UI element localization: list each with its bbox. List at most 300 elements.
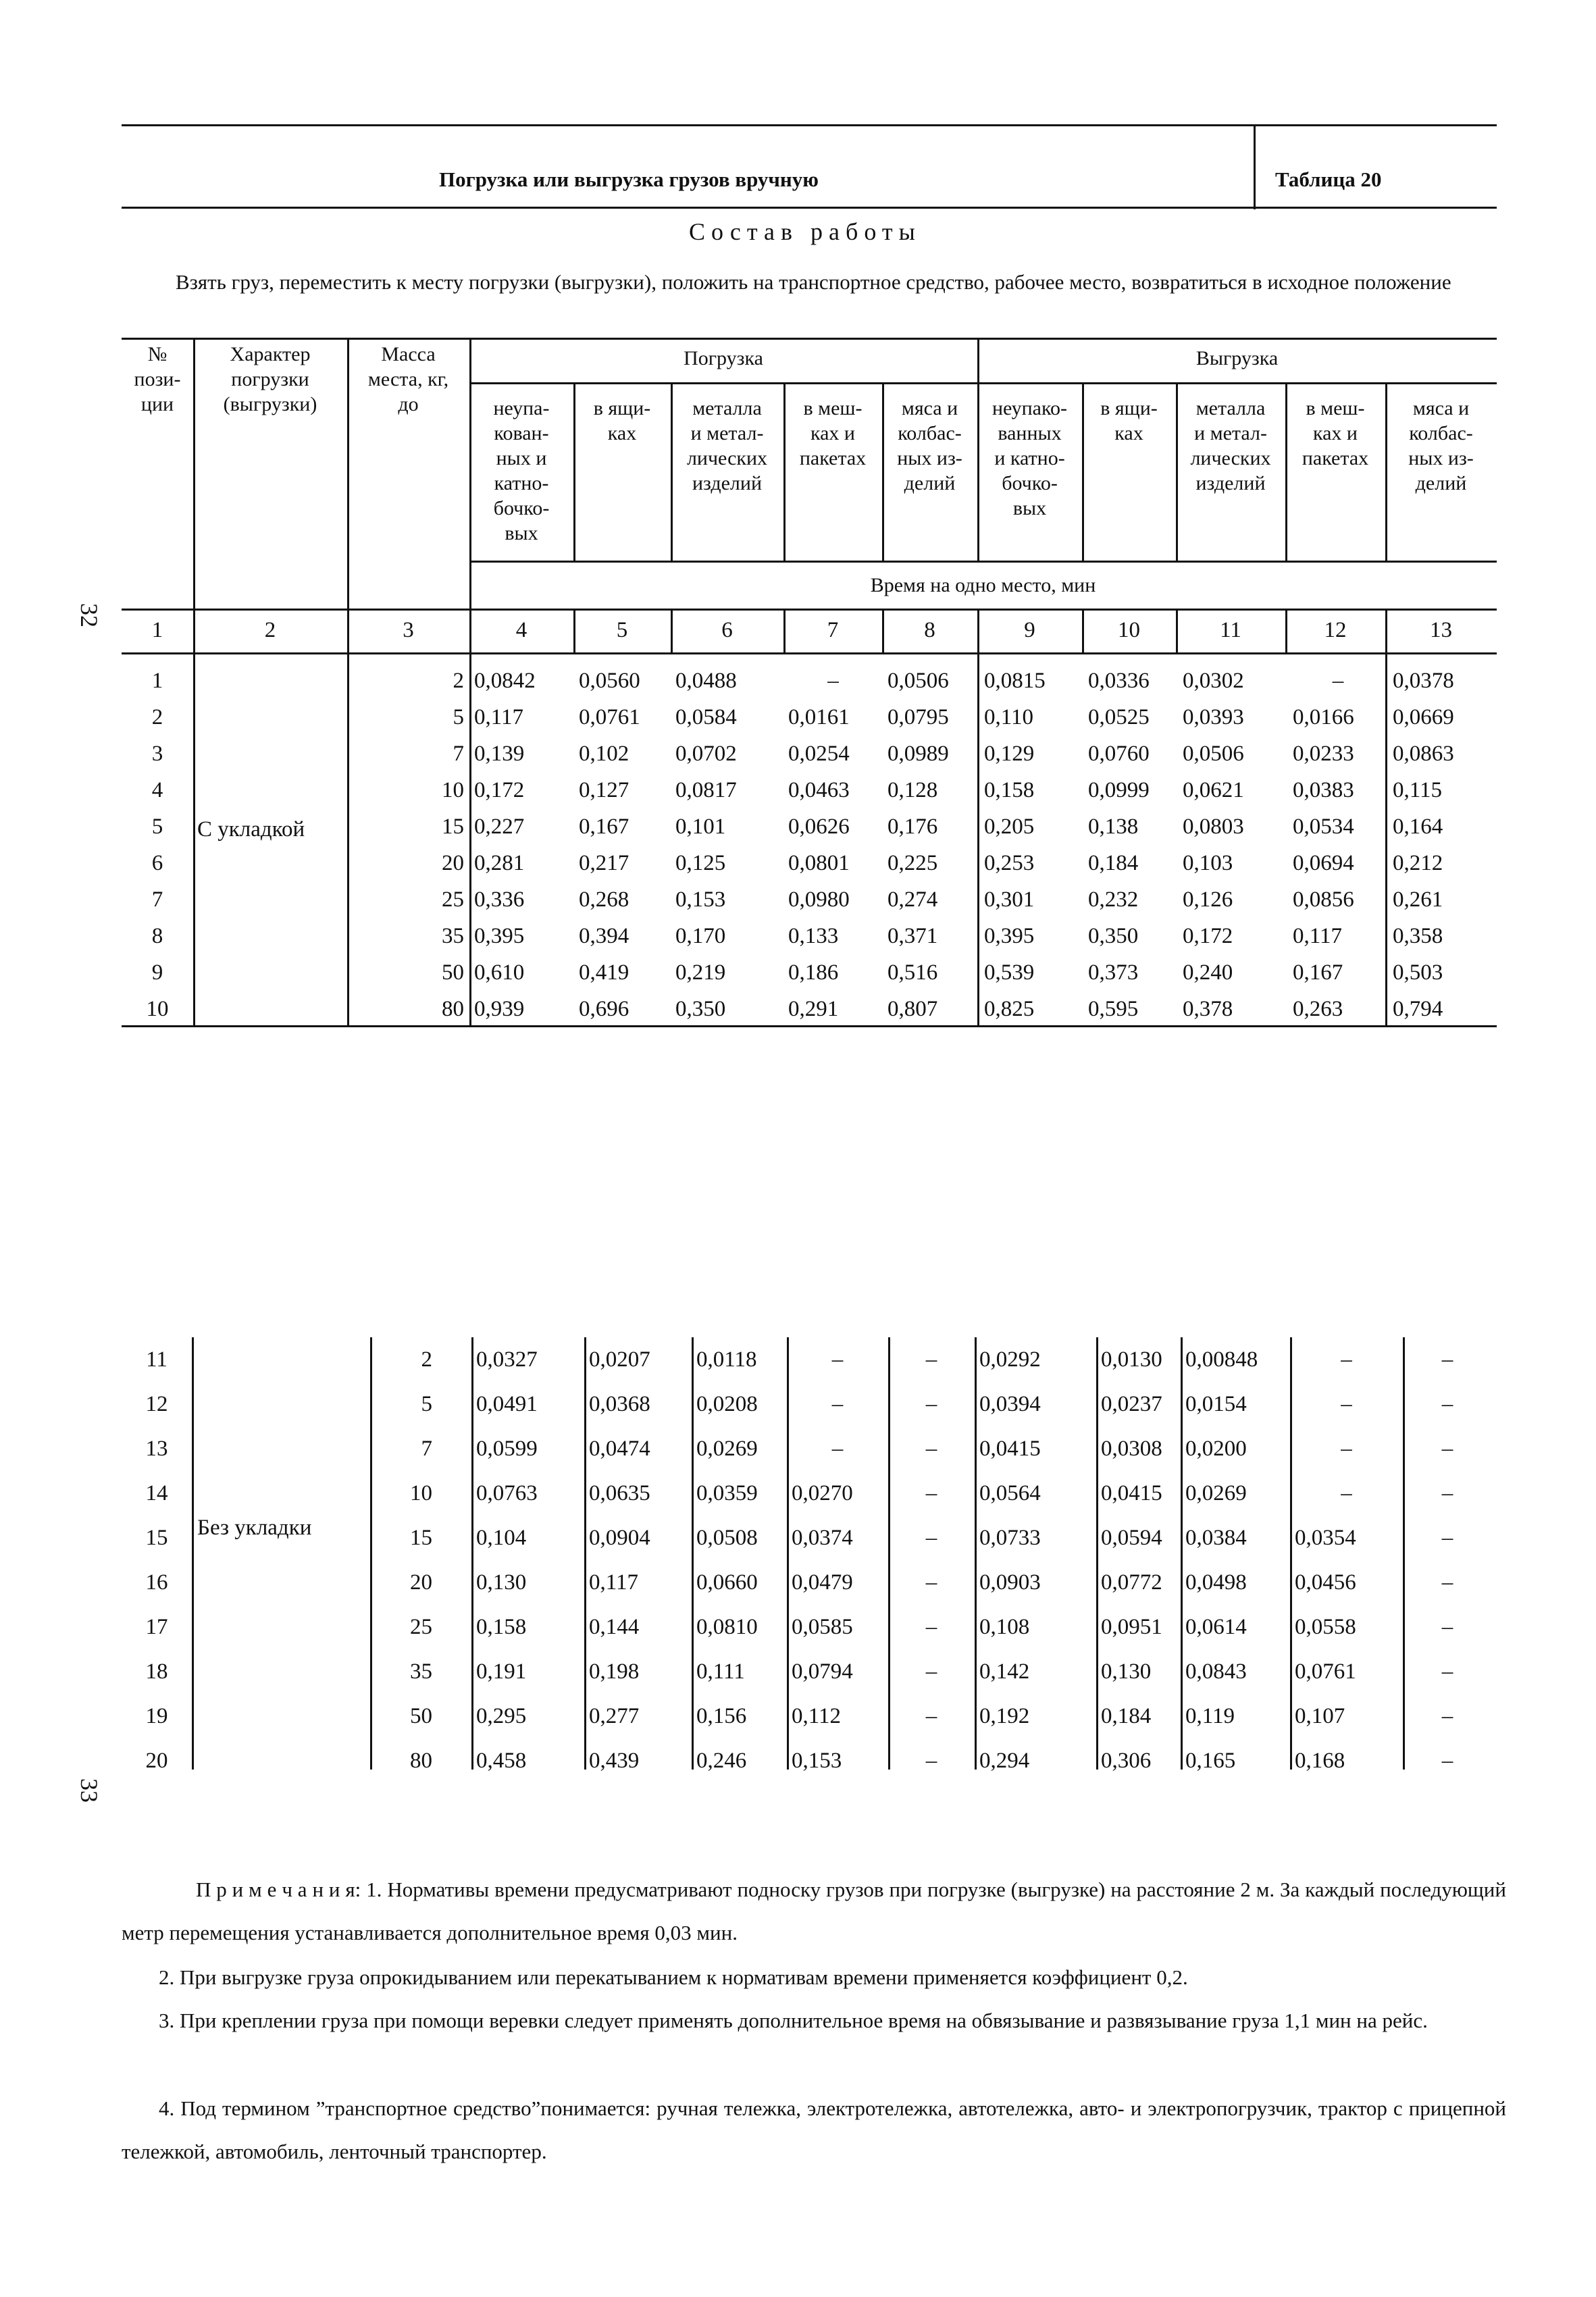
title-top-rule: [122, 124, 1497, 126]
time-value: 0,240: [1183, 960, 1233, 985]
time-value: 0,0384: [1185, 1526, 1247, 1550]
time-value: 0,0599: [476, 1437, 538, 1461]
subheader-line: бочко-: [1002, 472, 1058, 494]
unloading-subheader: [1285, 396, 1385, 471]
time-value: –: [831, 1437, 844, 1461]
time-value: 0,0308: [1101, 1437, 1162, 1461]
row-position: 19: [145, 1704, 168, 1728]
column-number: 7: [827, 618, 839, 642]
header-pos: № пози- ции: [134, 343, 181, 415]
time-value: 0,0161: [788, 705, 850, 729]
time-value: –: [1332, 669, 1344, 693]
time-value: 0,0394: [979, 1392, 1041, 1416]
subheader-line: лических: [1190, 447, 1271, 469]
time-value: 0,0383: [1293, 778, 1354, 802]
time-value: 0,0534: [1293, 815, 1354, 839]
time-value: 0,0564: [979, 1481, 1041, 1505]
time-value: 0,0760: [1088, 742, 1150, 766]
row-position: 12: [145, 1392, 168, 1416]
time-value: 0,138: [1088, 815, 1139, 839]
time-value: 0,205: [984, 815, 1035, 839]
time-value: 0,172: [1183, 924, 1233, 948]
subheader-line: в ящи-: [1100, 397, 1158, 419]
time-value: 0,0733: [979, 1526, 1041, 1550]
time-value: 0,212: [1393, 851, 1443, 875]
work-description: Взять груз, переместить к месту погрузки (выгрузки), положить на транспортное средство, рабочее место, возвратиться в исходное положение: [176, 270, 1451, 294]
time-value: –: [925, 1347, 937, 1372]
time-value: 0,0456: [1295, 1570, 1356, 1595]
time-value: 0,0702: [675, 742, 737, 766]
time-value: 0,167: [579, 815, 629, 839]
time-value: 0,192: [979, 1704, 1030, 1728]
row-mass: 80: [442, 997, 464, 1021]
row-mass: 7: [453, 742, 464, 766]
subheader-line: изделий: [692, 472, 763, 494]
row-position: 14: [145, 1481, 168, 1505]
time-value: 0,104: [476, 1526, 527, 1550]
subheader-line: изделий: [1195, 472, 1266, 494]
unloading-subheader: [977, 396, 1082, 521]
time-value: 0,277: [589, 1704, 640, 1728]
time-value: 0,127: [579, 778, 629, 802]
time-value: –: [925, 1392, 937, 1416]
loading-subheader: [783, 396, 882, 471]
time-value: 0,186: [788, 960, 839, 985]
time-value: 0,0368: [589, 1392, 650, 1416]
time-value: –: [1441, 1659, 1453, 1684]
time-value: 0,0989: [887, 742, 949, 766]
time-value: 0,696: [579, 997, 629, 1021]
time-value: –: [831, 1392, 844, 1416]
time-value: 0,165: [1185, 1749, 1236, 1773]
subheader-line: ных и: [496, 447, 547, 469]
time-value: 0,227: [474, 815, 525, 839]
time-value: 0,142: [979, 1659, 1030, 1684]
subheader-line: ванных: [998, 422, 1062, 444]
subheader-line: вых: [505, 522, 538, 544]
header-mass: Масса места, кг, до: [367, 343, 449, 415]
time-value: 0,198: [589, 1659, 640, 1684]
time-value: 0,0669: [1393, 705, 1454, 729]
unloading-subheader: [1176, 396, 1285, 496]
time-value: 0,0378: [1393, 669, 1454, 693]
subheader-line: катно-: [494, 472, 549, 494]
row-position: 9: [151, 960, 163, 985]
time-value: 0,112: [792, 1704, 842, 1728]
row-position: 10: [146, 997, 169, 1021]
time-value: 0,336: [474, 887, 525, 912]
group-label-with-stacking: С укладкой: [197, 817, 305, 842]
time-value: 0,0817: [675, 778, 737, 802]
time-value: 0,0359: [696, 1481, 758, 1505]
time-value: 0,261: [1393, 887, 1443, 912]
row-mass: 25: [410, 1615, 432, 1639]
time-value: 0,439: [589, 1749, 640, 1773]
time-value: 0,0585: [792, 1615, 853, 1639]
time-value: 0,263: [1293, 997, 1343, 1021]
time-value: 0,0803: [1183, 815, 1244, 839]
time-value: –: [925, 1704, 937, 1728]
time-value: –: [925, 1481, 937, 1505]
column-number: 12: [1324, 618, 1347, 642]
time-value: 0,0621: [1183, 778, 1244, 802]
time-value: 0,110: [984, 705, 1034, 729]
title-bottom-rule: [122, 207, 1497, 209]
time-value: 0,103: [1183, 851, 1233, 875]
row-mass: 50: [410, 1704, 432, 1728]
subheader-line: делий: [1415, 472, 1467, 494]
subheader-line: неупа-: [493, 397, 550, 419]
time-value: –: [1341, 1437, 1352, 1461]
time-value: 0,503: [1393, 960, 1443, 985]
time-value: –: [831, 1347, 844, 1372]
time-value: 0,0302: [1183, 669, 1244, 693]
time-value: 0,0488: [675, 669, 737, 693]
time-value: 0,133: [788, 924, 839, 948]
subheader-line: ках: [607, 422, 637, 444]
row-position: 1: [151, 669, 163, 693]
subheader-line: бочко-: [493, 497, 550, 519]
row-position: 20: [145, 1749, 168, 1773]
time-value: 0,153: [675, 887, 726, 912]
time-value: 0,350: [1088, 924, 1139, 948]
time-value: 0,373: [1088, 960, 1139, 985]
time-value: 0,246: [696, 1749, 747, 1773]
time-value: 0,158: [984, 778, 1035, 802]
time-value: 0,0154: [1185, 1392, 1247, 1416]
time-value: 0,301: [984, 887, 1035, 912]
time-value: 0,191: [476, 1659, 527, 1684]
time-value: –: [925, 1570, 937, 1595]
row-position: 16: [145, 1570, 168, 1595]
time-value: 0,0479: [792, 1570, 853, 1595]
time-value: 0,0584: [675, 705, 737, 729]
subheader-line: ках: [1114, 422, 1143, 444]
subheader-line: в меш-: [1306, 397, 1365, 419]
time-value: 0,0200: [1185, 1437, 1247, 1461]
time-value: 0,225: [887, 851, 938, 875]
column-number: 1: [151, 618, 163, 642]
time-value: 0,0415: [979, 1437, 1041, 1461]
row-mass: 10: [442, 778, 464, 802]
unloading-subheader: [1082, 396, 1176, 446]
time-value: 0,0660: [696, 1570, 758, 1595]
time-value: 0,0506: [887, 669, 949, 693]
note-2: 2. При выгрузке груза опрокидыванием или перекатыванием к нормативам времени применяется коэффициент 0,2.: [159, 1965, 1188, 1989]
time-value: 0,539: [984, 960, 1035, 985]
subheader-line: ных из-: [1408, 447, 1474, 469]
time-value: 0,395: [984, 924, 1035, 948]
column-number: 5: [616, 618, 628, 642]
time-value: 0,0761: [1295, 1659, 1356, 1684]
time-value: 0,108: [979, 1615, 1030, 1639]
table-title: Погрузка или выгрузка грузов вручную: [439, 167, 819, 191]
time-value: 0,0233: [1293, 742, 1354, 766]
time-value: 0,306: [1101, 1749, 1152, 1773]
row-position: 13: [145, 1437, 168, 1461]
time-value: –: [925, 1615, 937, 1639]
time-value: 0,117: [589, 1570, 639, 1595]
time-value: 0,0118: [696, 1347, 757, 1372]
time-value: 0,253: [984, 851, 1035, 875]
time-value: 0,0525: [1088, 705, 1150, 729]
time-value: 0,458: [476, 1749, 527, 1773]
header-time-per-place: Время на одно место, мин: [870, 574, 1096, 596]
row-mass: 2: [421, 1347, 432, 1372]
time-value: 0,130: [1101, 1659, 1152, 1684]
time-value: 0,153: [792, 1749, 842, 1773]
row-position: 18: [145, 1659, 168, 1684]
header-loading: Погрузка: [684, 347, 763, 369]
time-value: –: [1441, 1481, 1453, 1505]
time-value: 0,0415: [1101, 1481, 1162, 1505]
time-value: 0,0903: [979, 1570, 1041, 1595]
row-position: 4: [151, 778, 163, 802]
subheader-line: мяса и: [1412, 397, 1470, 419]
time-value: 0,176: [887, 815, 938, 839]
time-value: 0,117: [1293, 924, 1343, 948]
time-value: 0,139: [474, 742, 525, 766]
loading-subheader: [882, 396, 977, 496]
time-value: 0,0393: [1183, 705, 1244, 729]
time-value: 0,0269: [696, 1437, 758, 1461]
time-value: 0,0801: [788, 851, 850, 875]
time-value: 0,0810: [696, 1615, 758, 1639]
time-value: –: [1441, 1526, 1453, 1550]
time-value: 0,794: [1393, 997, 1443, 1021]
time-value: 0,168: [1295, 1749, 1345, 1773]
table-label: Таблица 20: [1275, 167, 1382, 191]
time-value: 0,101: [675, 815, 726, 839]
time-value: –: [925, 1749, 937, 1773]
time-value: 0,219: [675, 960, 726, 985]
time-value: –: [1441, 1392, 1453, 1416]
time-value: 0,274: [887, 887, 938, 912]
column-number: 2: [264, 618, 276, 642]
time-value: 0,0166: [1293, 705, 1354, 729]
column-number: 11: [1220, 618, 1241, 642]
subheader-line: в ящи-: [593, 397, 651, 419]
time-value: 0,0635: [589, 1481, 650, 1505]
time-value: 0,0980: [788, 887, 850, 912]
column-number: 9: [1024, 618, 1035, 642]
row-mass: 20: [410, 1570, 432, 1595]
time-value: 0,0254: [788, 742, 850, 766]
time-value: 0,119: [1185, 1704, 1235, 1728]
time-value: 0,128: [887, 778, 938, 802]
column-number: 13: [1430, 618, 1452, 642]
loading-subheader: [573, 396, 671, 446]
time-value: 0,0560: [579, 669, 640, 693]
time-value: 0,0207: [589, 1347, 650, 1372]
time-value: 0,107: [1295, 1704, 1345, 1728]
row-mass: 50: [442, 960, 464, 985]
group-label-without-stacking: Без укладки: [197, 1516, 312, 1540]
subheader-line: ных из-: [897, 447, 962, 469]
unloading-subheader: [1385, 396, 1497, 496]
time-value: 0,170: [675, 924, 726, 948]
time-value: 0,172: [474, 778, 525, 802]
row-mass: 10: [410, 1481, 432, 1505]
page-number-top: 32: [76, 603, 103, 627]
row-position: 2: [151, 705, 163, 729]
time-value: 0,610: [474, 960, 525, 985]
time-value: 0,0354: [1295, 1526, 1356, 1550]
subheader-line: делий: [904, 472, 956, 494]
subheader-line: и метал-: [1194, 422, 1267, 444]
time-value: 0,115: [1393, 778, 1443, 802]
time-value: 0,0794: [792, 1659, 853, 1684]
time-value: 0,0694: [1293, 851, 1354, 875]
time-value: 0,00848: [1185, 1347, 1258, 1372]
subheader-line: металла: [1195, 397, 1266, 419]
subheader-line: металла: [692, 397, 762, 419]
row-position: 11: [146, 1347, 168, 1372]
time-value: 0,350: [675, 997, 726, 1021]
subheader-line: лических: [686, 447, 768, 469]
time-value: –: [827, 669, 839, 693]
time-value: 0,394: [579, 924, 629, 948]
row-position: 5: [151, 815, 163, 839]
row-mass: 15: [442, 815, 464, 839]
time-value: 0,0763: [476, 1481, 538, 1505]
row-mass: 7: [421, 1437, 432, 1461]
time-value: 0,378: [1183, 997, 1233, 1021]
time-value: 0,0614: [1185, 1615, 1247, 1639]
time-value: 0,184: [1101, 1704, 1152, 1728]
subheader-line: ках и: [1313, 422, 1358, 444]
time-value: –: [925, 1659, 937, 1684]
time-value: 0,232: [1088, 887, 1139, 912]
time-value: 0,217: [579, 851, 629, 875]
time-value: –: [1441, 1704, 1453, 1728]
note-4: 4. Под термином ”транспортное средство”понимается: ручная тележка, электротележка, автотележка, авто- и электропогрузчик, трактор с прицепной тележкой, автомобиль, ленточный транспортер.: [122, 2096, 1506, 2163]
time-value: 0,117: [474, 705, 524, 729]
note-3: 3. При креплении груза при помощи веревки следует применять дополнительное время на обвязывание и развязывание груза 1,1 мин на рейс.: [159, 2009, 1428, 2032]
time-value: –: [925, 1437, 937, 1461]
time-value: 0,281: [474, 851, 525, 875]
time-value: –: [1341, 1481, 1352, 1505]
time-value: 0,371: [887, 924, 938, 948]
time-value: 0,130: [476, 1570, 527, 1595]
time-value: 0,0594: [1101, 1526, 1162, 1550]
title-divider: [1254, 126, 1256, 209]
row-mass: 15: [410, 1526, 432, 1550]
subheader-line: неупако-: [992, 397, 1068, 419]
subheader-line: вых: [1012, 497, 1047, 519]
subheader-line: мяса и: [901, 397, 958, 419]
time-value: 0,129: [984, 742, 1035, 766]
time-value: 0,0237: [1101, 1392, 1162, 1416]
row-mass: 20: [442, 851, 464, 875]
row-position: 17: [145, 1615, 168, 1639]
header-character: Характер погрузки (выгрузки): [223, 343, 317, 415]
subheader-line: в меш-: [803, 397, 863, 419]
time-value: 0,0463: [788, 778, 850, 802]
row-mass: 2: [453, 669, 464, 693]
time-value: 0,111: [696, 1659, 745, 1684]
time-value: –: [1341, 1392, 1352, 1416]
time-value: 0,358: [1393, 924, 1443, 948]
column-number: 3: [403, 618, 414, 642]
column-number: 6: [721, 618, 733, 642]
page-number-bottom: 33: [76, 1778, 103, 1803]
time-value: –: [1441, 1615, 1453, 1639]
time-value: 0,939: [474, 997, 525, 1021]
subheader-line: и метал-: [690, 422, 764, 444]
time-value: 0,0795: [887, 705, 949, 729]
time-value: 0,126: [1183, 887, 1233, 912]
time-value: 0,102: [579, 742, 629, 766]
time-value: 0,0336: [1088, 669, 1150, 693]
time-value: –: [1441, 1437, 1453, 1461]
time-value: 0,0498: [1185, 1570, 1247, 1595]
time-value: 0,158: [476, 1615, 527, 1639]
time-value: 0,807: [887, 997, 938, 1021]
subheader-line: ках и: [810, 422, 855, 444]
time-value: –: [1441, 1347, 1453, 1372]
subheader-line: и катно-: [994, 447, 1065, 469]
time-value: 0,156: [696, 1704, 747, 1728]
time-value: 0,0491: [476, 1392, 538, 1416]
time-value: 0,0815: [984, 669, 1046, 693]
column-number: 4: [515, 618, 527, 642]
time-value: 0,0270: [792, 1481, 853, 1505]
time-value: 0,0130: [1101, 1347, 1162, 1372]
time-value: 0,0506: [1183, 742, 1244, 766]
row-position: 8: [151, 924, 163, 948]
row-mass: 35: [442, 924, 464, 948]
time-value: 0,0856: [1293, 887, 1354, 912]
time-value: 0,0374: [792, 1526, 853, 1550]
time-value: 0,0904: [589, 1526, 650, 1550]
subheader-line: пакетах: [799, 447, 867, 469]
row-mass: 35: [410, 1659, 432, 1684]
time-value: 0,0508: [696, 1526, 758, 1550]
row-mass: 80: [410, 1749, 432, 1773]
time-value: 0,125: [675, 851, 726, 875]
header-unloading: Выгрузка: [1195, 347, 1279, 369]
time-value: –: [1441, 1749, 1453, 1773]
time-value: 0,0626: [788, 815, 850, 839]
time-value: –: [1341, 1347, 1352, 1372]
time-value: 0,0843: [1185, 1659, 1247, 1684]
row-position: 6: [151, 851, 163, 875]
subheader-line: колбас-: [898, 422, 962, 444]
time-value: 0,595: [1088, 997, 1139, 1021]
time-value: 0,419: [579, 960, 629, 985]
time-value: –: [1441, 1570, 1453, 1595]
loading-subheader: [469, 396, 573, 546]
subheader-line: кован-: [494, 422, 549, 444]
subheader-line: колбас-: [1409, 422, 1473, 444]
time-value: 0,184: [1088, 851, 1139, 875]
time-value: 0,0761: [579, 705, 640, 729]
time-value: 0,0999: [1088, 778, 1150, 802]
time-value: 0,0772: [1101, 1570, 1162, 1595]
time-value: 0,0558: [1295, 1615, 1356, 1639]
time-value: 0,0863: [1393, 742, 1454, 766]
time-value: 0,0292: [979, 1347, 1041, 1372]
row-position: 7: [151, 887, 163, 912]
time-value: 0,294: [979, 1749, 1030, 1773]
time-value: 0,291: [788, 997, 839, 1021]
time-value: 0,0842: [474, 669, 536, 693]
time-value: 0,268: [579, 887, 629, 912]
time-value: 0,0951: [1101, 1615, 1162, 1639]
subheader-line: пакетах: [1302, 447, 1369, 469]
row-position: 3: [151, 742, 163, 766]
